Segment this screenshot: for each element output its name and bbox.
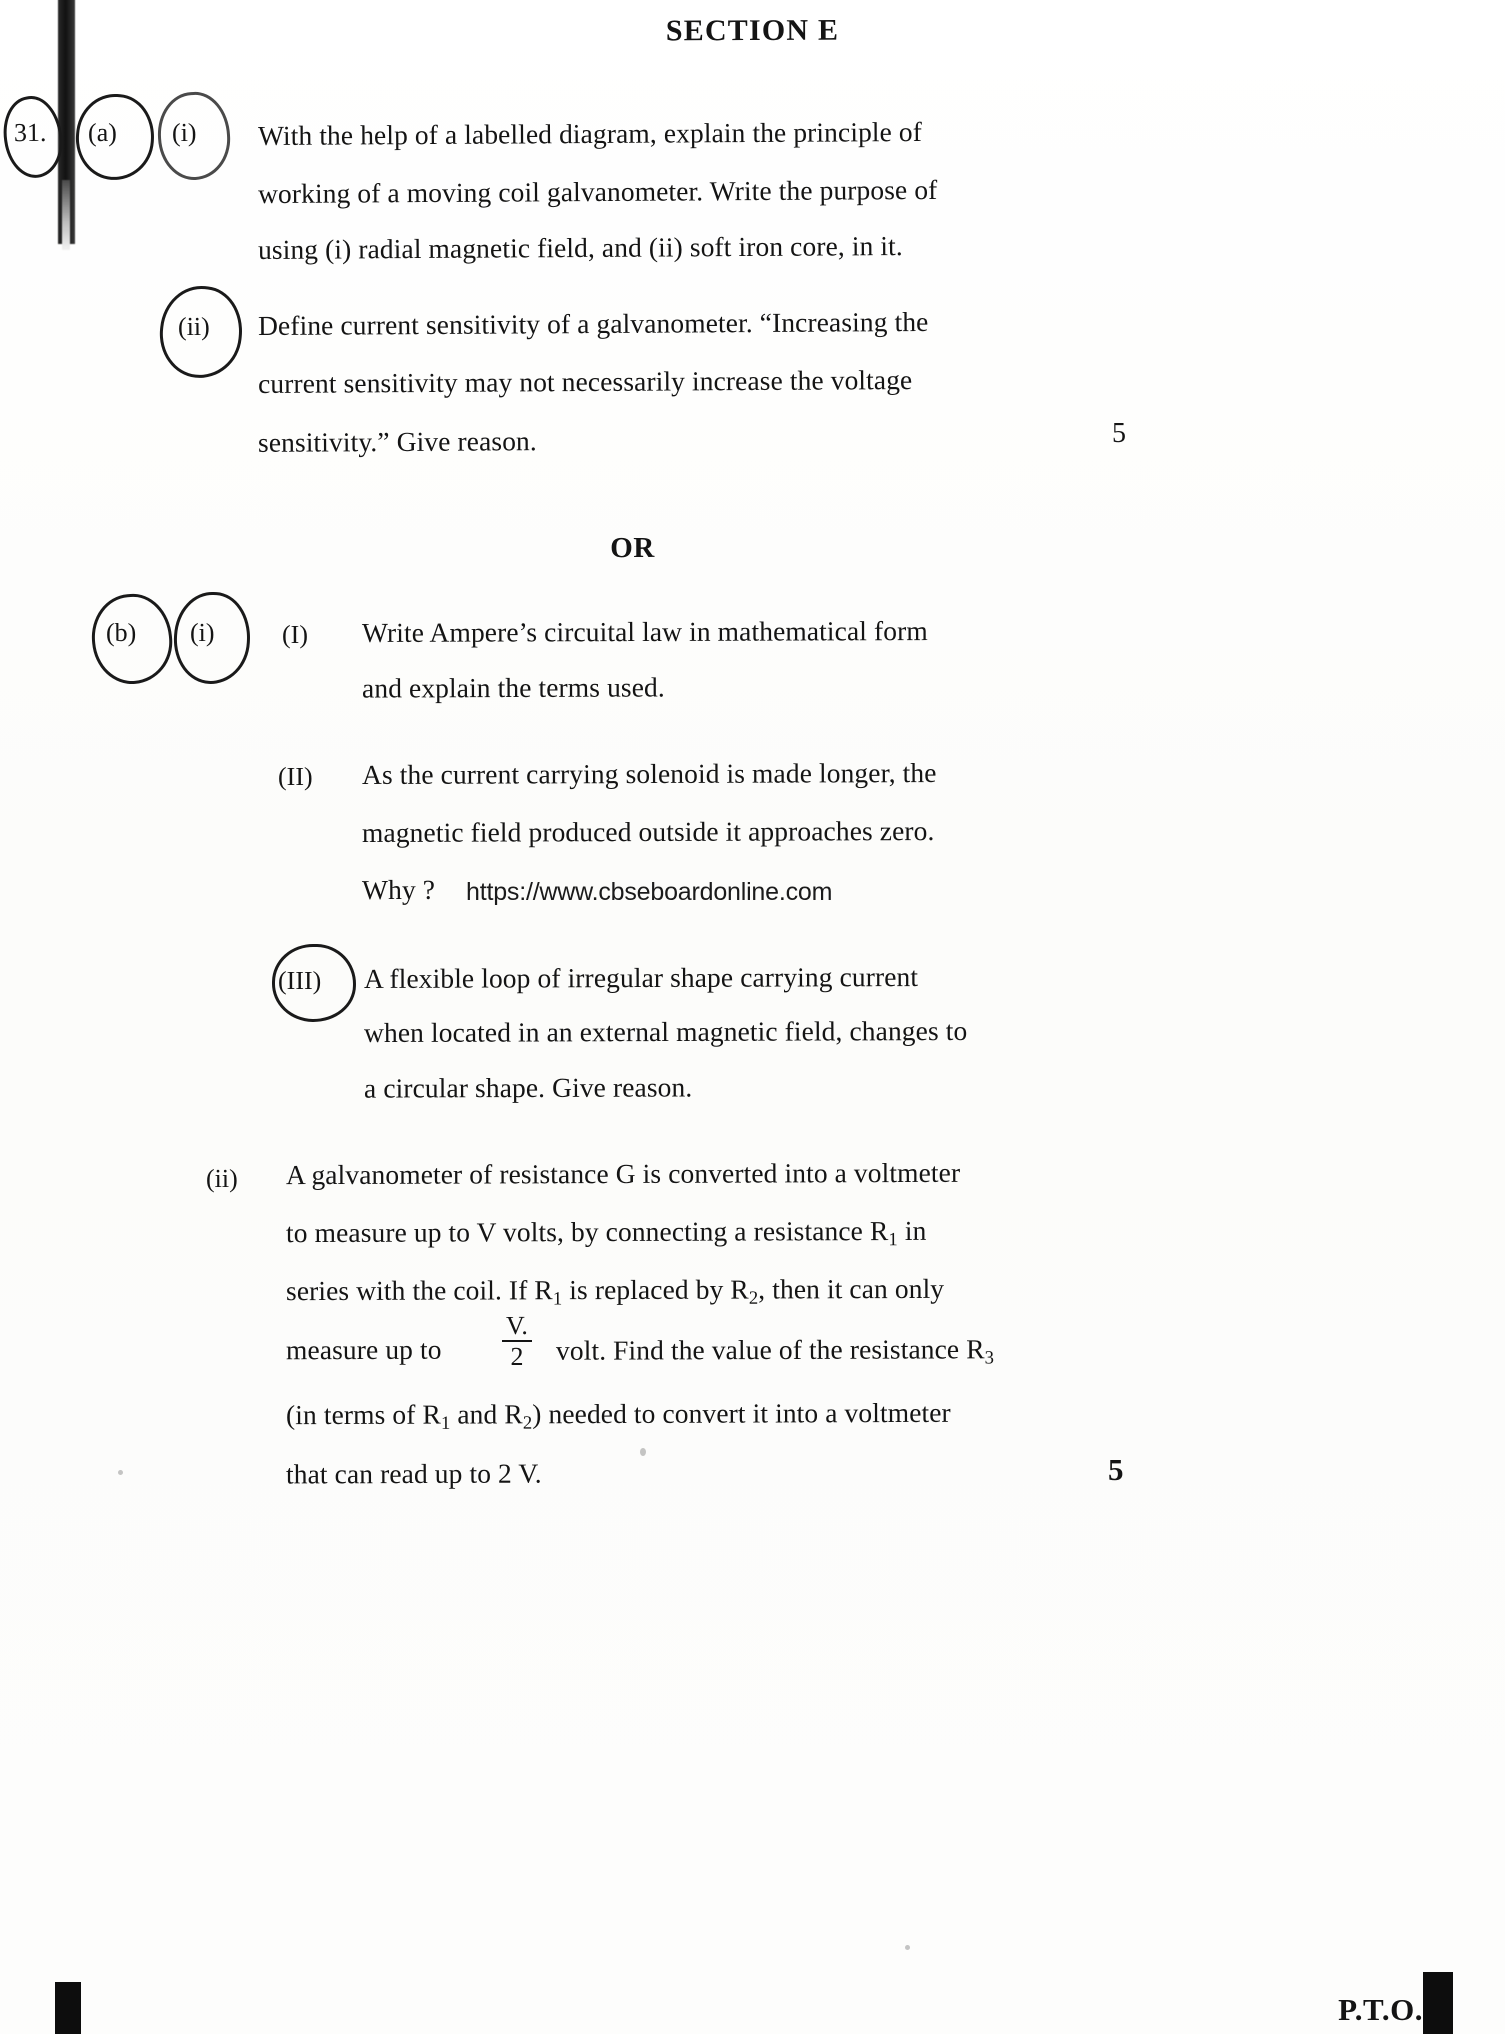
part-b-sub-ii-line-2 bbox=[285, 1214, 927, 1252]
line3-subscript-1: 1 bbox=[552, 1288, 563, 1310]
question-number: 31. bbox=[13, 117, 47, 148]
line4-subscript: 3 bbox=[984, 1347, 995, 1369]
line4-text-b: volt. Find the value of the resistance R bbox=[555, 1333, 985, 1366]
or-divider-label: OR bbox=[610, 531, 655, 565]
part-b-item-II-line-3: Why ? bbox=[361, 873, 436, 906]
scan-artifact-bottom-right-block bbox=[1423, 1972, 1453, 2034]
part-b-item-II-line-1: As the current carrying solenoid is made longer, the bbox=[361, 756, 937, 791]
part-b-item-III-line-1: A flexible loop of irregular shape carrying current bbox=[363, 961, 919, 994]
part-b-item-III-label: (III) bbox=[277, 965, 322, 996]
line2-text-a: to measure up to V volts, by connecting a resistance R bbox=[285, 1215, 889, 1249]
scan-speck bbox=[905, 1945, 910, 1950]
scan-speck bbox=[118, 1470, 123, 1475]
footer-pto-label: P.T.O. bbox=[1338, 1992, 1423, 2027]
part-b-label: (b) bbox=[105, 617, 137, 648]
part-b-marks: 5 bbox=[1108, 1452, 1124, 1487]
part-a-label: (a) bbox=[87, 117, 117, 148]
line3-text-c: , then it can only bbox=[758, 1272, 945, 1305]
scan-artifact-bottom-left-block bbox=[55, 1982, 81, 2034]
line5-subscript-2: 2 bbox=[522, 1412, 533, 1434]
watermark-url: https://www.cbseboardonline.com bbox=[466, 878, 833, 906]
fraction-numerator: V. bbox=[505, 1310, 528, 1341]
part-a-sub-ii-line-1: Define current sensitivity of a galvanometer. “Increasing the bbox=[257, 305, 929, 342]
part-a-marks: 5 bbox=[1112, 418, 1126, 449]
part-a-sub-i-line-3: using (i) radial magnetic field, and (ii) soft iron core, in it. bbox=[257, 230, 903, 265]
line5-subscript-1: 1 bbox=[440, 1412, 451, 1434]
part-b-item-III-line-2: when located in an external magnetic field, changes to bbox=[363, 1014, 968, 1049]
part-a-sub-ii-line-3: sensitivity.” Give reason. bbox=[257, 425, 537, 458]
part-b-item-I-label: (I) bbox=[281, 619, 309, 650]
part-a-sub-i-line-2: working of a moving coil galvanometer. Write the purpose of bbox=[257, 173, 938, 210]
part-b-sub-i-label: (i) bbox=[189, 617, 215, 648]
line3-text-a: series with the coil. If R bbox=[285, 1274, 553, 1307]
part-b-sub-ii-line-4-prefix: measure up to bbox=[285, 1333, 442, 1366]
part-b-sub-ii-line-1: A galvanometer of resistance G is converted into a voltmeter bbox=[285, 1156, 961, 1191]
scan-speck bbox=[640, 1448, 646, 1456]
line5-text-b: and R bbox=[450, 1398, 523, 1430]
fraction-v-over-2 bbox=[502, 1312, 532, 1371]
line3-subscript-2: 2 bbox=[748, 1287, 759, 1309]
part-a-sub-ii-line-2: current sensitivity may not necessarily increase the voltage bbox=[257, 364, 913, 399]
section-heading: SECTION E bbox=[665, 13, 840, 48]
part-b-item-II-label: (II) bbox=[277, 761, 313, 792]
line2-text-b: in bbox=[897, 1214, 927, 1246]
line3-text-b: is replaced by R bbox=[562, 1273, 749, 1306]
part-b-sub-ii-label: (ii) bbox=[205, 1163, 238, 1194]
part-b-sub-ii-line-6: that can read up to 2 V. bbox=[285, 1457, 542, 1490]
part-b-sub-ii-line-4-suffix bbox=[556, 1335, 994, 1369]
part-b-item-II-line-2: magnetic field produced outside it approaches zero. bbox=[361, 815, 935, 848]
part-b-item-I-line-2: and explain the terms used. bbox=[361, 671, 665, 704]
part-a-sub-i-label: (i) bbox=[171, 117, 197, 148]
part-b-item-I-line-1: Write Ampere’s circuital law in mathematical form bbox=[361, 615, 928, 648]
line2-subscript: 1 bbox=[888, 1229, 898, 1251]
part-a-sub-ii-label: (ii) bbox=[177, 311, 210, 342]
line5-text-c: ) needed to convert it into a voltmeter bbox=[532, 1396, 951, 1430]
part-b-item-III-line-3: a circular shape. Give reason. bbox=[363, 1071, 693, 1104]
scan-artifact-left-edge-fade bbox=[62, 180, 70, 250]
line5-text-a: (in terms of R bbox=[285, 1398, 441, 1431]
part-b-sub-ii-line-3 bbox=[285, 1272, 945, 1310]
fraction-denominator: 2 bbox=[510, 1342, 524, 1372]
part-a-sub-i-line-1: With the help of a labelled diagram, explain the principle of bbox=[257, 115, 923, 152]
part-b-sub-ii-line-5 bbox=[285, 1396, 951, 1434]
